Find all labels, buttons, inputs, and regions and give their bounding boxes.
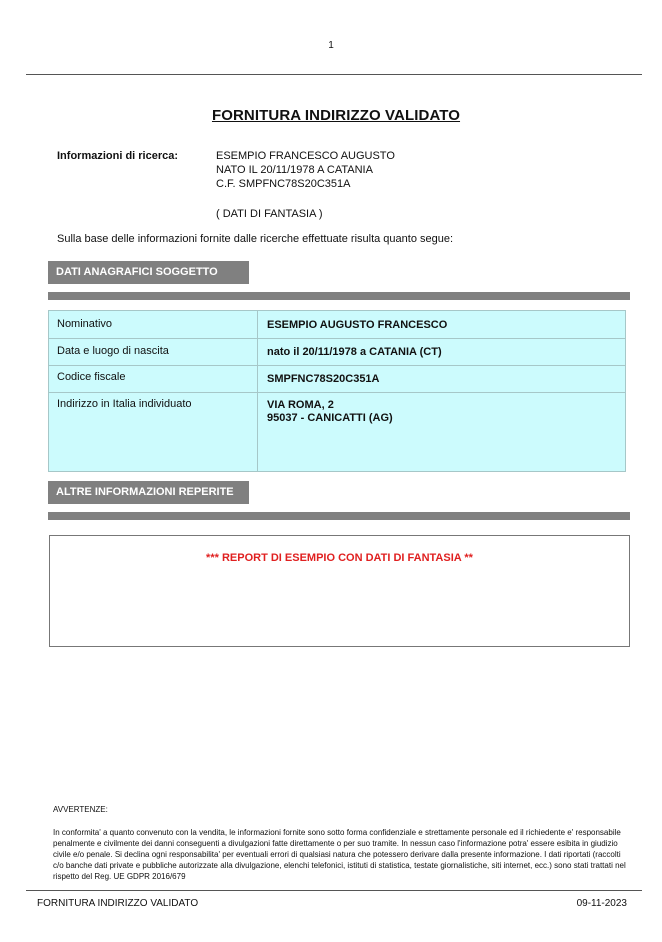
row-value-indirizzo-street: VIA ROMA, 2 <box>267 399 334 411</box>
warnings-text: In conformita' a quanto convenuto con la vendita, le informazioni fornite sono sotto forma confidenziale e strettamente personale ed il richiedente e' responsabile penalmente e civilmente dei danni conseguenti a divulgazioni fatte direttamente o per suo tramite. In nessun caso l'informazione potra' essere esibita in giudizio civile e/o penale. Si declina ogni responsabilita' per eventuali errori di qualsiasi natura che potessero derivare dalla presente informazione. I dati riportati (raccolti c/o banche dati private e pubbliche autorizzate alla divulgazione, elenchi telefonici, istituti di statistica, testate giornalistiche, siti internet, ecc.) sono stati trattati nel rispetto del Reg. UE GDPR 2016/679 <box>53 828 626 881</box>
row-label-codice-fiscale: Codice fiscale <box>57 371 126 383</box>
table-row-divider <box>49 365 625 366</box>
footer-title: FORNITURA INDIRIZZO VALIDATO <box>37 898 199 909</box>
altre-info-box <box>49 535 630 647</box>
example-report-notice: *** REPORT DI ESEMPIO CON DATI DI FANTASIA ** <box>206 552 473 564</box>
bottom-divider <box>26 890 642 891</box>
intro-text: Sulla base delle informazioni fornite dalle ricerche effettuate risulta quanto segue: <box>57 233 454 245</box>
search-info-label: Informazioni di ricerca: <box>57 150 179 162</box>
section-rule-altre-info <box>48 512 630 520</box>
table-row-divider <box>49 338 625 339</box>
document-title: FORNITURA INDIRIZZO VALIDATO <box>211 107 461 124</box>
row-label-nascita: Data e luogo di nascita <box>57 345 169 357</box>
row-value-nominativo: ESEMPIO AUGUSTO FRANCESCO <box>267 319 448 331</box>
row-value-codice-fiscale: SMPFNC78S20C351A <box>267 373 380 385</box>
section-heading-anagrafici: DATI ANAGRAFICI SOGGETTO <box>48 261 249 284</box>
search-birth: NATO IL 20/11/1978 A CATANIA <box>216 164 373 176</box>
page-number: 1 <box>328 40 334 51</box>
search-name: ESEMPIO FRANCESCO AUGUSTO <box>216 150 395 162</box>
top-divider <box>26 74 642 75</box>
search-fantasy-note: ( DATI DI FANTASIA ) <box>216 208 323 220</box>
table-row-divider <box>49 392 625 393</box>
row-value-nascita: nato il 20/11/1978 a CATANIA (CT) <box>267 346 442 358</box>
search-fiscal-code: C.F. SMPFNC78S20C351A <box>216 178 351 190</box>
warnings-title: AVVERTENZE: <box>53 805 108 814</box>
section-rule-anagrafici <box>48 292 630 300</box>
anagrafici-table <box>48 310 626 472</box>
table-column-divider <box>257 311 258 471</box>
row-label-nominativo: Nominativo <box>57 318 113 330</box>
footer-date: 09-11-2023 <box>576 898 627 909</box>
row-value-indirizzo-city: 95037 - CANICATTI (AG) <box>267 412 393 424</box>
row-label-indirizzo: Indirizzo in Italia individuato <box>57 398 192 410</box>
section-heading-altre-info: ALTRE INFORMAZIONI REPERITE <box>48 481 249 504</box>
